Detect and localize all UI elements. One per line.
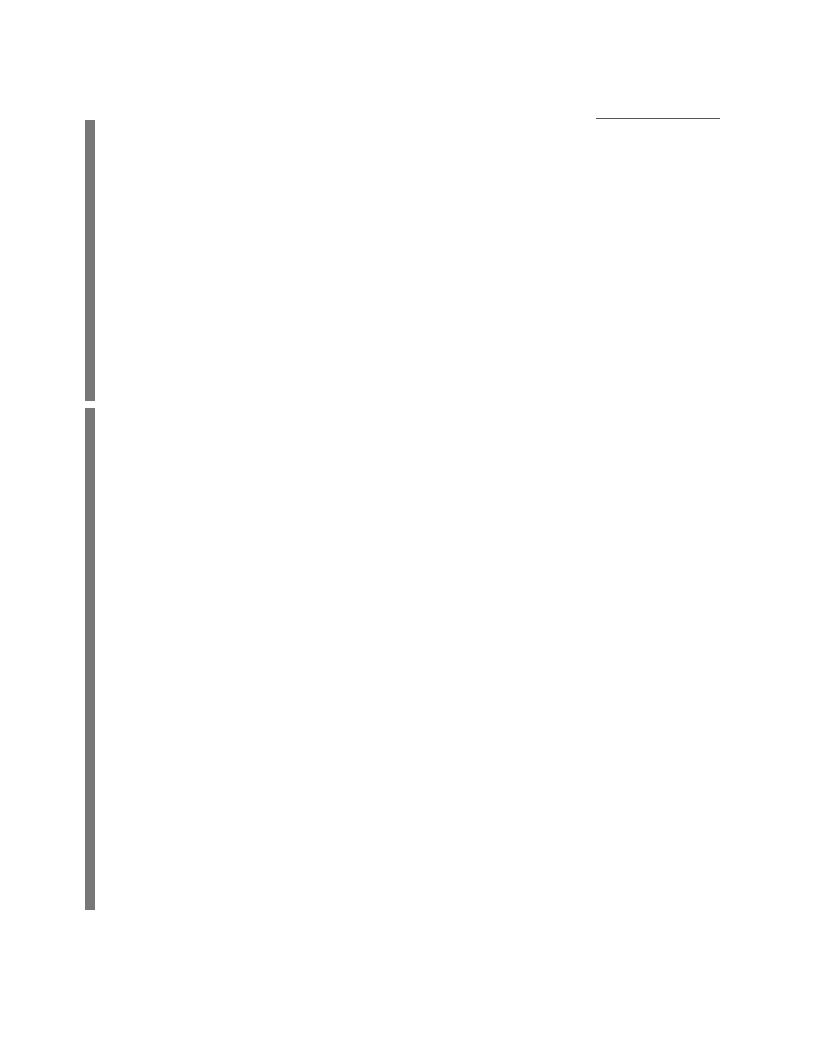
- file-no-underline: [596, 118, 720, 119]
- section-bar-improvements: [85, 120, 95, 401]
- section-bar-sales-comparison: [85, 408, 95, 910]
